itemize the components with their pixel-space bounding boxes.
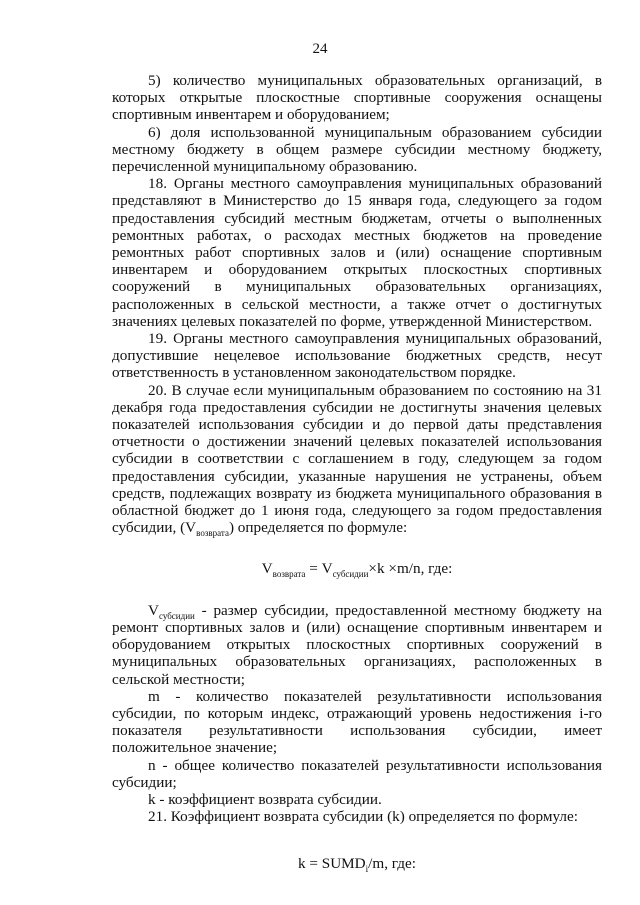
formula-1-v-sub: возврата xyxy=(272,569,306,580)
definition-k: k - коэффициент возврата субсидии. xyxy=(148,790,382,808)
v-return-subscript: возврата xyxy=(196,528,229,539)
def-v-text: - размер субсидии, предоставленной местному бюджету на ремонт спортивных залов и (или) оснащение спортивным инвентарем и оборудованием открытых плоскостных спортивных сооружений в муниципальных образовательных организациях, расположенных в сельской местности; xyxy=(112,601,602,688)
definition-v-subsidy xyxy=(112,602,602,688)
paragraph-item-6: 6) доля использованной муниципальным образованием субсидии местному бюджету в общем размере субсидии местному бюджету, перечисленной муниципальному образованию. xyxy=(112,123,602,176)
paragraph-20-tail: ) определяется по формуле: xyxy=(228,519,408,537)
page-number: 24 xyxy=(312,41,328,57)
formula-1-eq-sub: субсидии xyxy=(332,569,369,580)
paragraph-20 xyxy=(112,382,602,537)
definition-m: m - количество показателей результативности использования субсидии, по которым индекс, отражающий уровень недостижения i-го показателя результативности использования субсидии, имеет положительное значение; xyxy=(112,687,602,757)
definition-n: n - общее количество показателей результативности использования субсидии; xyxy=(112,756,602,791)
formula-2-lhs: k = SUMD xyxy=(298,855,366,873)
formula-1-eq: = V xyxy=(305,560,333,578)
formula-return-coefficient xyxy=(112,855,602,875)
formula-2-sub: i xyxy=(365,864,369,875)
v-return-open: (V xyxy=(180,519,197,537)
formula-2-rest: /m, где: xyxy=(368,855,416,873)
paragraph-21: 21. Коэффициент возврата субсидии (k) определяется по формуле: xyxy=(148,808,578,826)
def-v-sub: субсидии xyxy=(158,610,195,621)
paragraph-19: 19. Органы местного самоуправления муниципальных образований, допустившие нецелевое использование бюджетных средств, несут ответственность в установленном законодательством порядке. xyxy=(112,330,602,382)
def-v-main: V xyxy=(148,601,159,619)
paragraph-18: 18. Органы местного самоуправления муниципальных образований представляют в Министерство до 15 января года, следующего за годом предоставления субсидий местным бюджетам, отчеты о выполненных ремонтных работах, о расходах местных бюджетов на проведение ремонтных работ спортивных залов и (или) оснащение спортивным инвентарем и оборудованием открытых плоскостных спортивных сооружений в муниципальных образовательных организациях, расположенных в сельской местности, а также отчет о достигнутых значениях целевых показателей по форме, утвержденной Министерством. xyxy=(112,175,602,330)
formula-1-v: V xyxy=(261,560,273,578)
formula-return-amount xyxy=(112,560,602,580)
paragraph-item-5: 5) количество муниципальных образовательных организаций, в которых открытые плоскостные спортивные сооружения оснащены спортивным инвентарем и оборудованием; xyxy=(112,72,602,124)
paragraph-20-text: 20. В случае если муниципальным образованием по состоянию на 31 декабря года предоставления субсидии не достигнуты значения целевых показателей использования субсидии и до первой даты представления отчетности о достижении значений целевых показателей использования субсидии в соответствии с соглашением в году, следующем за годом предоставления субсидии, указанные нарушения не устранены, объем средств, подлежащих возврату из бюджета муниципального образования в областной бюджет до 1 июня года, следующего за годом предоставления субсидии, xyxy=(112,381,602,537)
document-body xyxy=(112,72,602,873)
formula-1-rest: ×k ×m/n, где: xyxy=(368,560,453,578)
